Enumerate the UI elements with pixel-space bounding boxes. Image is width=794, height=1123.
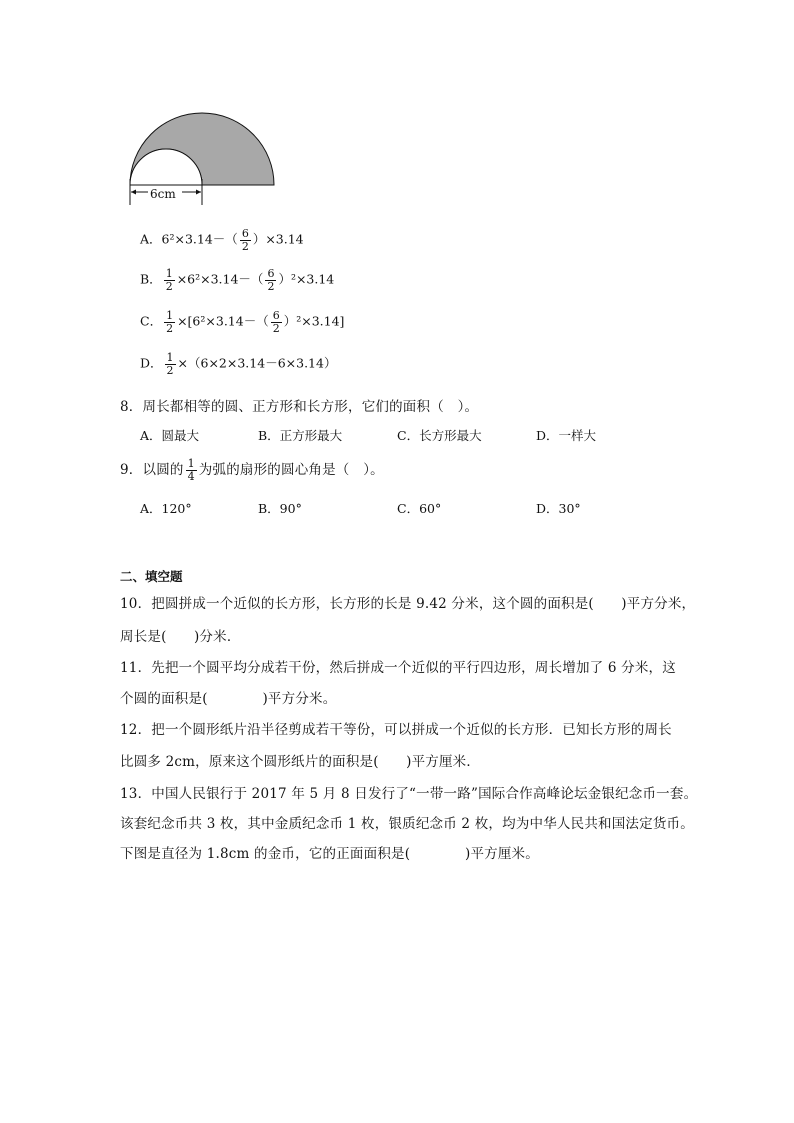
fraction: $\frac{1}{2}$ <box>166 309 174 335</box>
q13-line3: 下图是直径为 1.8cm 的金币，它的正面面积是( )平方厘米。 <box>120 846 539 862</box>
q10-line2: 周长是( )分米． <box>120 629 241 645</box>
q9-option-d[interactable]: D．30° <box>536 501 581 516</box>
fraction: $\frac{6}{2}$ <box>272 309 280 335</box>
fraction: $\frac{6}{2}$ <box>241 227 249 253</box>
semicircle-diagram <box>120 105 290 210</box>
q9-text: 9．以圆的 $\frac{1}{4}$ 为弧的扇形的圆心角是（ ）。 <box>120 457 384 483</box>
q8-option-a[interactable]: A．圆最大 <box>140 428 200 443</box>
q9-option-a[interactable]: A．120° <box>140 501 192 516</box>
fraction: $\frac{6}{2}$ <box>267 267 275 293</box>
q12-line1: 12．把一个圆形纸片沿半径剪成若干等份，可以拼成一个近似的长方形．已知长方形的周长 <box>120 722 672 738</box>
q11-line2: 个圆的面积是( )平方分米。 <box>120 691 337 707</box>
arrowhead-right <box>196 190 201 195</box>
dimension-label: 6cm <box>150 187 176 201</box>
q8-text: 8．周长都相等的圆、正方形和长方形，它们的面积（ ）。 <box>120 399 479 415</box>
fraction: $\frac{1}{2}$ <box>165 267 173 293</box>
q8-option-c[interactable]: C．长方形最大 <box>397 428 482 443</box>
q9-option-b[interactable]: B．90° <box>258 501 302 516</box>
fraction: $\frac{1}{4}$ <box>187 457 195 483</box>
q8-option-b[interactable]: B．正方形最大 <box>258 428 343 443</box>
q7-option-c[interactable]: C． $\frac{1}{2}$ ×[6²×3.14－（ $\frac{6}{2}$ ）²×3.14] <box>140 309 345 335</box>
q7-option-a[interactable]: A．6²×3.14－（ $\frac{6}{2}$ ）×3.14 <box>140 227 304 253</box>
q13-line1: 13．中国人民银行于 2017 年 5 月 8 日发行了“一带一路”国际合作高峰论坛金银纪念币一套。 <box>120 786 698 802</box>
q7-option-b[interactable]: B． $\frac{1}{2}$ ×6²×3.14－（ $\frac{6}{2}$ ）²×3.14 <box>140 267 335 293</box>
q7-option-d[interactable]: D． $\frac{1}{2}$ ×（6×2×3.14－6×3.14） <box>140 351 337 377</box>
q12-line2: 比圆多 2cm，原来这个圆形纸片的面积是( )平方厘米． <box>120 754 481 770</box>
q13-line2: 该套纪念币共 3 枚，其中金质纪念币 1 枚，银质纪念币 2 枚，均为中华人民共和国法定货币。 <box>120 816 694 832</box>
q8-option-d[interactable]: D．一样大 <box>536 428 597 443</box>
q9-option-c[interactable]: C．60° <box>397 501 442 516</box>
semicircle-figure <box>120 105 290 210</box>
fraction: $\frac{1}{2}$ <box>166 351 174 377</box>
arrowhead-left <box>131 190 136 195</box>
section-heading: 二、填空题 <box>120 569 183 584</box>
q10-line1: 10．把圆拼成一个近似的长方形，长方形的长是 9.42 分米，这个圆的面积是( )平方分米， <box>120 596 696 612</box>
q11-line1: 11．先把一个圆平均分成若干份，然后拼成一个近似的平行四边形，周长增加了 6 分米，这 <box>120 660 676 676</box>
